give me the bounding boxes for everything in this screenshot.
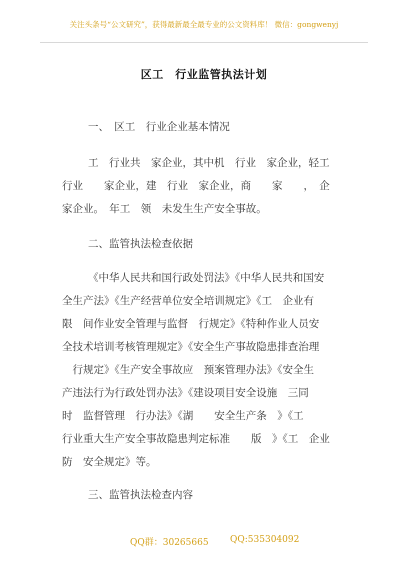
paragraph-line: 时 监督管理 行办法》《湖 安全生产条 》《工 (62, 410, 304, 422)
footer-qq-contact: QQ:535304092 (230, 535, 300, 545)
paragraph-line: 行规定》《生产安全事故应 预案管理办法》《安全生 (62, 364, 314, 376)
header-divider (40, 42, 368, 43)
paragraph-line: 家企业。 年工 领 未发生生产安全事故。 (62, 203, 267, 215)
footer-qq-group: QQ群：30265665 (130, 538, 209, 548)
document-title: 区工 行业监管执法计划 (140, 68, 268, 81)
paragraph-line: 产违法行为行政处罚办法》《建设项目安全设施 三同 (62, 387, 309, 399)
paragraph-line: 《中华人民共和国行政处罚法》《中华人民共和国安 (88, 272, 325, 284)
paragraph-line: 限 间作业安全管理与监督 行规定》《特种作业人员安 (62, 318, 320, 330)
paragraph-line: 工 行业共 家企业，其中机 行业 家企业，轻工 (88, 157, 330, 169)
paragraph-line: 防 安全规定》等。 (62, 456, 157, 468)
section-heading-inspection-content: 三、监管执法检查内容 (88, 489, 193, 501)
section-heading-basic-info: 一、 区工 行业企业基本情况 (88, 121, 230, 133)
section-heading-inspection-basis: 二、监管执法检查依据 (88, 238, 193, 250)
paragraph-line: 全技术培训考核管理规定》《安全生产事故隐患排查治理 (62, 341, 320, 353)
paragraph-line: 全生产法》《生产经营单位安全培训规定》《工 企业有 (62, 295, 314, 307)
paragraph-line: 行业重大生产安全事故隐患判定标准 版 》《工 企业 (62, 433, 330, 445)
header-banner: 关注头条号“公文研究”，获得最新最全最专业的公文资料库！ 微信：gongwenyj (69, 20, 339, 29)
paragraph-line: 行业 家企业，建 行业 家企业，商 家 ， 企 (62, 180, 330, 192)
